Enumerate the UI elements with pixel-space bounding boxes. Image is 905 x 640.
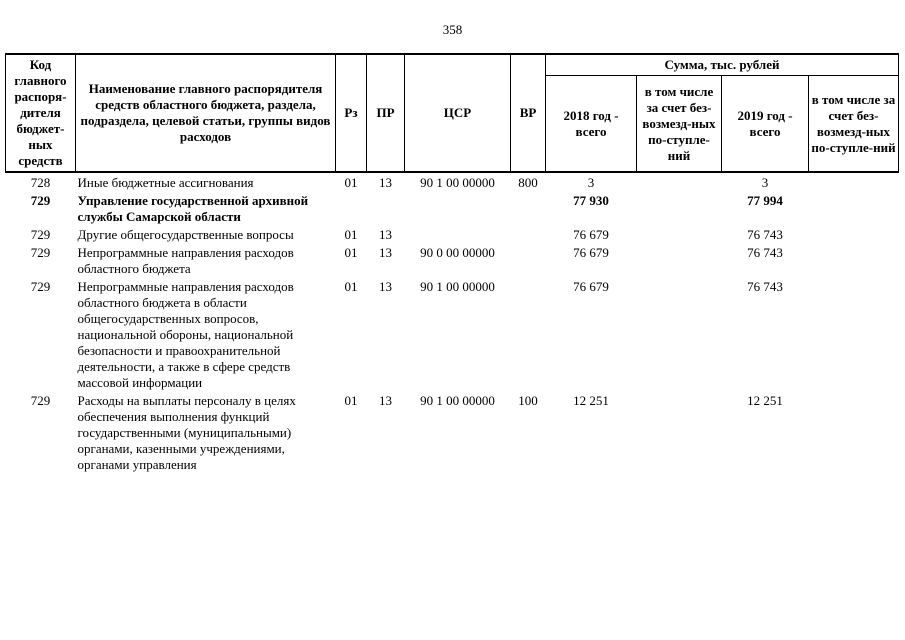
cell-csr [405, 227, 511, 245]
cell-rz: 01 [344, 393, 358, 408]
table-header [6, 54, 899, 172]
header-sum: Сумма, тыс. рублей [546, 54, 899, 76]
table-row [6, 393, 899, 475]
table-row [6, 227, 899, 245]
cell-pr: 13 [379, 279, 392, 294]
cell-2018-incl [637, 227, 722, 245]
cell-name: Расходы на выплаты персоналу в целях обеспечения выполнения функций государственными (муниципальными) органами, казенными учреждениями, органами управления [77, 393, 296, 472]
table-body [6, 172, 899, 475]
cell-2019-incl [809, 227, 899, 245]
cell-code: 729 [30, 279, 51, 294]
cell-csr: 90 0 00 00000 [420, 245, 495, 260]
cell-2018-total: 77 930 [573, 193, 609, 208]
cell-2018-total: 76 679 [573, 279, 609, 294]
header-rz: Рз [336, 54, 367, 172]
table-row [6, 172, 899, 193]
cell-csr [405, 193, 511, 227]
cell-name: Управление государственной архивной службы Самарской области [77, 193, 309, 224]
table-row [6, 193, 899, 227]
cell-code: 729 [30, 393, 51, 408]
cell-2019-total: 77 994 [747, 193, 783, 208]
cell-rz: 01 [344, 245, 358, 260]
cell-rz: 01 [344, 279, 358, 294]
cell-2019-incl [809, 193, 899, 227]
cell-vr [511, 245, 546, 279]
cell-2019-total: 76 743 [747, 245, 783, 260]
cell-csr: 90 1 00 00000 [420, 393, 495, 408]
cell-2018-incl [637, 193, 722, 227]
cell-2018-incl [637, 245, 722, 279]
header-2019-total: 2019 год - всего [722, 76, 809, 172]
cell-2018-total: 12 251 [573, 393, 609, 408]
cell-name: Иные бюджетные ассигнования [77, 175, 254, 190]
cell-pr: 13 [379, 227, 392, 242]
header-pr: ПР [367, 54, 405, 172]
cell-2018-incl [637, 393, 722, 475]
cell-2018-incl [637, 279, 722, 393]
cell-2019-incl [809, 245, 899, 279]
cell-2018-total: 76 679 [573, 227, 609, 242]
cell-rz: 01 [344, 227, 358, 242]
header-vr: ВР [511, 54, 546, 172]
header-csr: ЦСР [405, 54, 511, 172]
cell-2018-total: 76 679 [573, 245, 609, 260]
cell-2019-incl [809, 279, 899, 393]
cell-vr: 100 [518, 393, 538, 408]
cell-2018-incl [637, 172, 722, 193]
cell-2019-total: 3 [761, 175, 769, 190]
cell-name: Непрограммные направления расходов областного бюджета в области общегосударственных вопросов, национальной обороны, национальной безопасности и правоохранительной деятельности, а также в сфере средств массовой информации [77, 279, 294, 390]
header-name: Наименование главного распорядителя средств областного бюджета, раздела, подраздела, целевой статьи, группы видов расходов [76, 54, 336, 172]
cell-2019-total: 76 743 [747, 227, 783, 242]
cell-2018-total: 3 [587, 175, 595, 190]
header-2018-incl: в том числе за счет без-возмезд-ных по-ступле-ний [637, 76, 722, 172]
cell-code: 728 [30, 175, 51, 190]
header-2018-total: 2018 год - всего [546, 76, 637, 172]
cell-code: 729 [30, 245, 51, 260]
budget-table [5, 53, 899, 475]
cell-pr: 13 [379, 175, 392, 190]
cell-rz: 01 [344, 175, 358, 190]
cell-2019-incl [809, 393, 899, 475]
header-2019-incl: в том числе за счет без-возмезд-ных по-ступле-ний [809, 76, 899, 172]
cell-code: 729 [30, 193, 51, 208]
cell-vr [511, 193, 546, 227]
table-row [6, 245, 899, 279]
cell-name: Непрограммные направления расходов областного бюджета [77, 245, 294, 276]
cell-vr: 800 [518, 175, 538, 190]
cell-pr: 13 [379, 393, 392, 408]
cell-rz [336, 193, 367, 227]
header-code: Код главного распоря-дителя бюджет-ных средств [6, 54, 76, 172]
cell-csr: 90 1 00 00000 [420, 175, 495, 190]
table-row [6, 279, 899, 393]
cell-code: 729 [30, 227, 51, 242]
cell-csr: 90 1 00 00000 [420, 279, 495, 294]
cell-vr [511, 279, 546, 393]
cell-name: Другие общегосударственные вопросы [77, 227, 294, 242]
cell-2019-total: 12 251 [747, 393, 783, 408]
cell-vr [511, 227, 546, 245]
cell-pr [367, 193, 405, 227]
cell-2019-total: 76 743 [747, 279, 783, 294]
page-number: 358 [442, 22, 463, 37]
cell-pr: 13 [379, 245, 392, 260]
cell-2019-incl [809, 172, 899, 193]
